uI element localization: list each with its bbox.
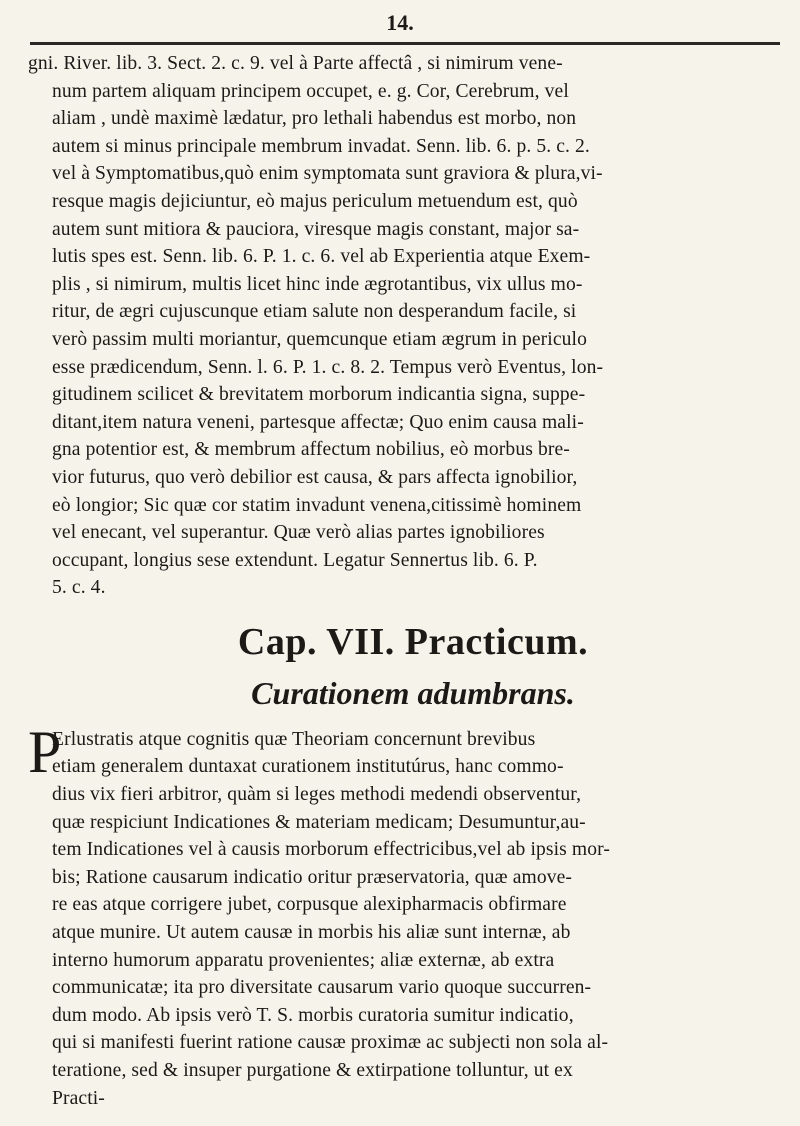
text-line: vel à Symptomatibus,quò enim symptomata sunt graviora & plura,vi-	[52, 163, 603, 185]
text-line: communicatæ; ita pro diversitate causarum vario quoque succurren-	[52, 977, 592, 999]
text-line: dum modo. Ab ipsis verò T. S. morbis curatoria sumitur indicatio,	[52, 1004, 574, 1026]
text-line: dius vix fieri arbitror, quàm si leges methodi medendi observentur,	[52, 784, 582, 806]
text-line: autem si minus principale membrum invadat. Senn. lib. 6. p. 5. c. 2.	[52, 135, 590, 157]
text-line: teratione, sed & insuper purgatione & extirpatione tolluntur, ut ex	[52, 1060, 573, 1081]
text-line: atque munire. Ut autem causæ in morbis his aliæ sunt internæ, ab	[52, 922, 571, 944]
text-line: esse prædicendum, Senn. l. 6. P. 1. c. 8. 2. Tempus verò Eventus, lon-	[52, 356, 604, 378]
page-body	[28, 50, 774, 1112]
text-line: interno humorum apparatu provenientes; aliæ externæ, ab extra	[52, 949, 555, 971]
text-line: quæ respiciunt Indicationes & materiam medicam; Desumuntur,au-	[52, 811, 586, 833]
text-line: occupant, longius sese extendunt. Legatur Sennertus lib. 6. P.	[52, 549, 538, 571]
text-line: re eas atque corrigere jubet, corpusque alexipharmacis obfirmare	[52, 894, 567, 916]
text-line: vior futurus, quo verò debilior est causa, & pars affecta ignobilior,	[52, 466, 578, 488]
text-line: qui si manifesti fuerint ratione causæ proximæ ac subjecti non sola al-	[52, 1032, 609, 1054]
paragraph-curation	[28, 718, 774, 1112]
text-line: bis; Ratione causarum indicatio oritur præservatoria, quæ amove-	[52, 866, 573, 888]
text-line: eò longior; Sic quæ cor statim invadunt venena,citissimè hominem	[52, 494, 582, 516]
text-line: resque magis dejiciuntur, eò majus periculum metuendum est, quò	[52, 190, 578, 212]
text-line: gni. River. lib. 3. Sect. 2. c. 9. vel à Parte affectâ , si nimirum vene-	[28, 53, 563, 74]
paragraph-prognosis	[28, 50, 774, 602]
header-rule	[30, 42, 780, 45]
text-line: etiam generalem duntaxat curationem institutúrus, hanc commo-	[52, 756, 564, 778]
text-line: gitudinem scilicet & brevitatem morborum indicantia signa, suppe-	[52, 384, 586, 406]
text-line: num partem aliquam principem occupet, e. g. Cor, Cerebrum, vel	[52, 80, 569, 102]
text-line: plis , si nimirum, multis licet hinc inde ægrotantibus, vix ullus mo-	[52, 273, 583, 295]
text-line: tem Indicationes vel à causis morborum effectricibus,vel ab ipsis mor-	[52, 839, 610, 861]
text-line: Practi-	[52, 1087, 105, 1109]
text-line: verò passim multi moriantur, quemcunque etiam ægrum in periculo	[52, 328, 587, 350]
text-line: vel enecant, vel superantur. Quæ verò alias partes ignobiliores	[52, 522, 545, 544]
text-line: ditant,item natura veneni, partesque affectæ; Quo enim causa mali-	[52, 411, 584, 433]
text-line: Erlustratis atque cognitis quæ Theoriam concernunt brevibus	[52, 728, 536, 750]
page-number: 14.	[386, 10, 414, 35]
chapter-heading: Cap. VII. Practicum.	[237, 620, 589, 663]
chapter-subheading: Curationem adumbrans.	[251, 674, 575, 711]
text-line: ritur, de ægri cujuscunque etiam salute non desperandum facile, si	[52, 301, 577, 323]
text-line: aliam , undè maximè lædatur, pro lethali habendus est morbo, non	[52, 108, 577, 130]
text-line: autem sunt mitiora & pauciora, viresque magis constant, major sa-	[52, 218, 580, 240]
text-line: 5. c. 4.	[52, 577, 106, 599]
drop-cap: P	[28, 718, 62, 785]
text-line: gna potentior est, & membrum affectum nobilius, eò morbus bre-	[52, 439, 570, 461]
text-line: lutis spes est. Senn. lib. 6. P. 1. c. 6. vel ab Experientia atque Exem-	[52, 246, 591, 268]
